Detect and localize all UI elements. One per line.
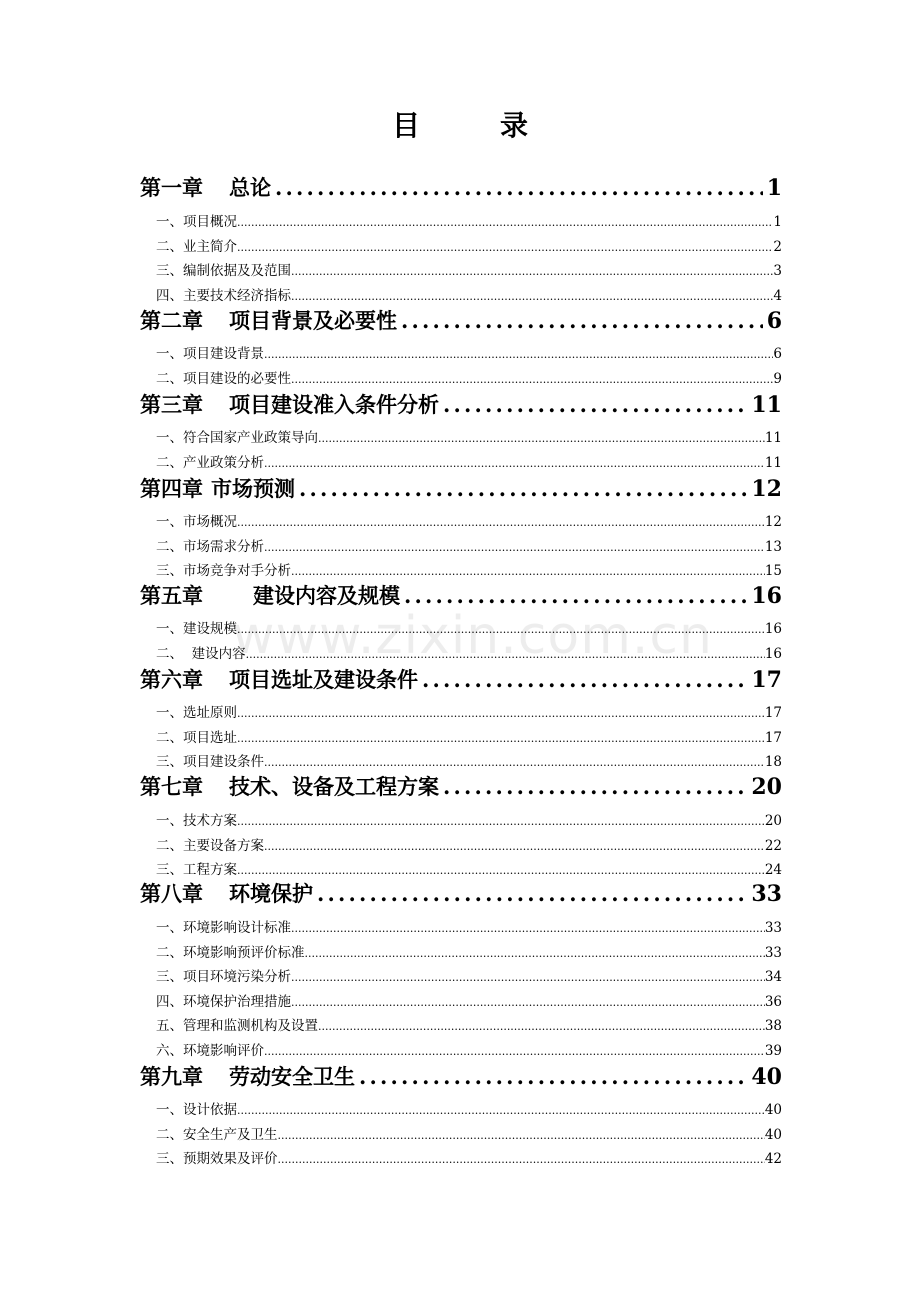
section-label: 一、项目概况 xyxy=(156,214,237,230)
section-label: 二、安全生产及卫生 xyxy=(156,1126,278,1143)
toc-section-entry[interactable] xyxy=(156,990,782,1012)
toc-section-entry[interactable] xyxy=(156,284,782,306)
chapter-title: 劳动安全卫生 xyxy=(229,1064,355,1089)
chapter-spacer xyxy=(203,771,229,801)
section-label: 一、设计依据 xyxy=(156,1102,237,1118)
chapter-number: 第六章 xyxy=(140,667,203,692)
toc-section-entry[interactable] xyxy=(156,367,782,389)
toc-section-entry[interactable] xyxy=(156,259,782,281)
toc-section-entry[interactable] xyxy=(156,1098,782,1120)
page-number: 36 xyxy=(764,993,782,1010)
toc-chapter-entry[interactable] xyxy=(140,580,782,610)
dot-leader xyxy=(264,541,765,554)
chapter-title: 项目背景及必要性 xyxy=(229,308,397,333)
section-label: 二、产业政策分析 xyxy=(156,454,264,471)
page-number: 40 xyxy=(764,1102,782,1118)
page-number: 20 xyxy=(764,813,782,829)
dot-leader xyxy=(443,774,747,799)
section-label: 一、项目建设背景 xyxy=(156,346,264,362)
section-label: 四、环境保护治理措施 xyxy=(156,993,291,1010)
dot-leader xyxy=(359,1064,747,1089)
toc-section-entry[interactable] xyxy=(156,342,782,364)
toc-section-entry[interactable] xyxy=(156,750,782,772)
chapter-title: 项目建设准入条件分析 xyxy=(229,392,439,417)
toc-section-entry[interactable] xyxy=(156,858,782,880)
toc-chapter-entry[interactable] xyxy=(140,878,782,908)
dot-leader xyxy=(237,732,765,745)
section-label: 二、市场需求分析 xyxy=(156,538,264,555)
page-number: 22 xyxy=(764,837,782,854)
chapter-label xyxy=(140,172,271,202)
toc-chapter-entry[interactable] xyxy=(140,1061,782,1091)
page-number: 11 xyxy=(764,430,782,446)
page-number: 1 xyxy=(773,214,782,230)
page-number: 1 xyxy=(766,175,782,201)
section-label: 三、预期效果及评价 xyxy=(156,1151,278,1168)
toc-chapter-entry[interactable] xyxy=(140,473,782,503)
toc-section-entry[interactable] xyxy=(156,426,782,448)
page-number: 20 xyxy=(751,774,782,800)
page-title: 目 录 xyxy=(391,109,554,142)
dot-leader xyxy=(278,1129,765,1142)
chapter-title: 市场预测 xyxy=(211,476,295,501)
dot-leader xyxy=(246,648,765,661)
dot-leader xyxy=(264,840,765,853)
section-label: 五、管理和监测机构及设置 xyxy=(156,1018,318,1035)
dot-leader xyxy=(237,1104,765,1117)
page-number: 42 xyxy=(764,1151,782,1168)
chapter-number: 第七章 xyxy=(140,774,203,799)
dot-leader xyxy=(278,1153,765,1166)
dot-leader xyxy=(237,864,765,877)
page-number: 11 xyxy=(764,454,782,471)
toc-section-entry[interactable] xyxy=(156,809,782,831)
chapter-spacer xyxy=(203,389,229,419)
toc-section-entry[interactable] xyxy=(156,701,782,723)
chapter-label xyxy=(140,473,295,503)
chapter-label xyxy=(140,771,439,801)
chapter-number: 第五章 xyxy=(140,583,203,608)
chapter-number: 第四章 xyxy=(140,476,203,501)
toc-section-entry[interactable] xyxy=(156,941,782,963)
chapter-label xyxy=(140,389,439,419)
toc-section-entry[interactable] xyxy=(156,834,782,856)
toc-chapter-entry[interactable] xyxy=(140,771,782,801)
dot-leader xyxy=(237,707,765,720)
dot-leader xyxy=(291,290,773,303)
toc-chapter-entry[interactable] xyxy=(140,172,782,202)
toc-section-entry[interactable] xyxy=(156,642,782,664)
page-number: 15 xyxy=(764,563,782,580)
toc-chapter-entry[interactable] xyxy=(140,305,782,335)
chapter-label xyxy=(140,664,418,694)
section-label: 二、 建设内容 xyxy=(156,645,246,662)
chapter-label xyxy=(140,1061,355,1091)
section-label: 四、主要技术经济指标 xyxy=(156,287,291,304)
section-label: 三、编制依据及及范围 xyxy=(156,263,291,280)
dot-leader xyxy=(291,265,773,278)
page-number: 33 xyxy=(764,944,782,961)
toc-section-entry[interactable] xyxy=(156,510,782,532)
dot-leader xyxy=(275,175,763,200)
dot-leader xyxy=(264,1045,765,1058)
page-number: 33 xyxy=(751,881,782,907)
toc-section-entry[interactable] xyxy=(156,916,782,938)
dot-leader xyxy=(443,392,747,417)
section-label: 二、业主简介 xyxy=(156,238,237,255)
dot-leader xyxy=(317,881,747,906)
page-number: 34 xyxy=(764,969,782,986)
page-number: 17 xyxy=(764,729,782,746)
page-number: 33 xyxy=(764,920,782,936)
toc-section-entry[interactable] xyxy=(156,1123,782,1145)
section-label: 二、主要设备方案 xyxy=(156,837,264,854)
toc-section-entry[interactable] xyxy=(156,559,782,581)
chapter-spacer xyxy=(203,580,253,610)
page-number: 16 xyxy=(751,583,782,609)
chapter-spacer xyxy=(203,476,211,501)
chapter-label xyxy=(140,878,313,908)
toc-section-entry[interactable] xyxy=(156,235,782,257)
dot-leader xyxy=(422,667,747,692)
dot-leader xyxy=(237,623,765,636)
section-label: 三、项目环境污染分析 xyxy=(156,969,291,986)
dot-leader xyxy=(318,1020,765,1033)
dot-leader xyxy=(401,308,763,333)
chapter-spacer xyxy=(203,1061,229,1091)
page-number: 16 xyxy=(764,621,782,637)
dot-leader xyxy=(237,815,765,828)
page-number: 12 xyxy=(751,476,782,502)
page-number: 18 xyxy=(764,754,782,771)
dot-leader xyxy=(291,996,765,1009)
section-label: 三、项目建设条件 xyxy=(156,754,264,771)
toc-chapter-entry[interactable] xyxy=(140,389,782,419)
chapter-spacer xyxy=(203,305,229,335)
section-label: 二、项目建设的必要性 xyxy=(156,370,291,387)
chapter-title: 总论 xyxy=(229,175,271,200)
page-number: 24 xyxy=(764,862,782,879)
chapter-title: 项目选址及建设条件 xyxy=(229,667,418,692)
page-number: 17 xyxy=(764,705,782,721)
page-number: 39 xyxy=(764,1043,782,1059)
dot-leader xyxy=(291,971,765,984)
section-label: 一、符合国家产业政策导向 xyxy=(156,430,318,446)
page-number: 13 xyxy=(764,538,782,555)
toc-section-entry[interactable] xyxy=(156,210,782,232)
dot-leader xyxy=(237,241,773,254)
chapter-label xyxy=(140,580,400,610)
chapter-title: 技术、设备及工程方案 xyxy=(229,774,439,799)
chapter-spacer xyxy=(203,172,229,202)
toc-section-entry[interactable] xyxy=(156,617,782,639)
page-number: 3 xyxy=(773,263,782,280)
toc-chapter-entry[interactable] xyxy=(140,664,782,694)
toc-section-entry[interactable] xyxy=(156,965,782,987)
section-label: 三、工程方案 xyxy=(156,862,237,879)
chapter-number: 第九章 xyxy=(140,1064,203,1089)
chapter-label xyxy=(140,305,397,335)
chapter-spacer xyxy=(203,664,229,694)
dot-leader xyxy=(291,922,765,935)
dot-leader xyxy=(299,476,747,501)
page-number: 9 xyxy=(773,370,782,387)
chapter-spacer xyxy=(203,878,229,908)
page-number: 38 xyxy=(764,1018,782,1035)
toc-section-entry[interactable] xyxy=(156,1039,782,1061)
section-label: 一、建设规模 xyxy=(156,621,237,637)
section-label: 二、环境影响预评价标准 xyxy=(156,944,305,961)
page-number: 2 xyxy=(773,238,782,255)
dot-leader xyxy=(318,432,765,445)
chapter-number: 第一章 xyxy=(140,175,203,200)
dot-leader xyxy=(291,565,765,578)
toc-section-entry[interactable] xyxy=(156,535,782,557)
toc-section-entry[interactable] xyxy=(156,1014,782,1036)
chapter-number: 第三章 xyxy=(140,392,203,417)
dot-leader xyxy=(264,457,765,470)
dot-leader xyxy=(237,516,765,529)
page-number: 17 xyxy=(751,667,782,693)
page-number: 6 xyxy=(766,308,782,334)
chapter-number: 第二章 xyxy=(140,308,203,333)
chapter-number: 第八章 xyxy=(140,881,203,906)
section-label: 一、选址原则 xyxy=(156,705,237,721)
page-number: 11 xyxy=(751,392,782,418)
dot-leader xyxy=(291,373,773,386)
page-number: 16 xyxy=(764,645,782,662)
section-label: 一、技术方案 xyxy=(156,813,237,829)
section-label: 二、项目选址 xyxy=(156,729,237,746)
chapter-title: 环境保护 xyxy=(229,881,313,906)
page-number: 4 xyxy=(773,287,782,304)
toc-section-entry[interactable] xyxy=(156,726,782,748)
section-label: 一、市场概况 xyxy=(156,514,237,530)
toc-section-entry[interactable] xyxy=(156,1147,782,1169)
section-label: 一、环境影响设计标准 xyxy=(156,920,291,936)
section-label: 三、市场竞争对手分析 xyxy=(156,563,291,580)
dot-leader xyxy=(264,348,773,361)
dot-leader xyxy=(305,947,765,960)
section-label: 六、环境影响评价 xyxy=(156,1043,264,1059)
page-number: 40 xyxy=(751,1064,782,1090)
dot-leader xyxy=(404,583,747,608)
page-number: 6 xyxy=(773,346,782,362)
chapter-title: 建设内容及规模 xyxy=(253,583,400,608)
watermark: www.zixin.com.cn xyxy=(232,606,713,666)
dot-leader xyxy=(264,756,765,769)
page-number: 40 xyxy=(764,1126,782,1143)
page-number: 12 xyxy=(764,514,782,530)
toc-section-entry[interactable] xyxy=(156,451,782,473)
dot-leader xyxy=(237,216,773,229)
